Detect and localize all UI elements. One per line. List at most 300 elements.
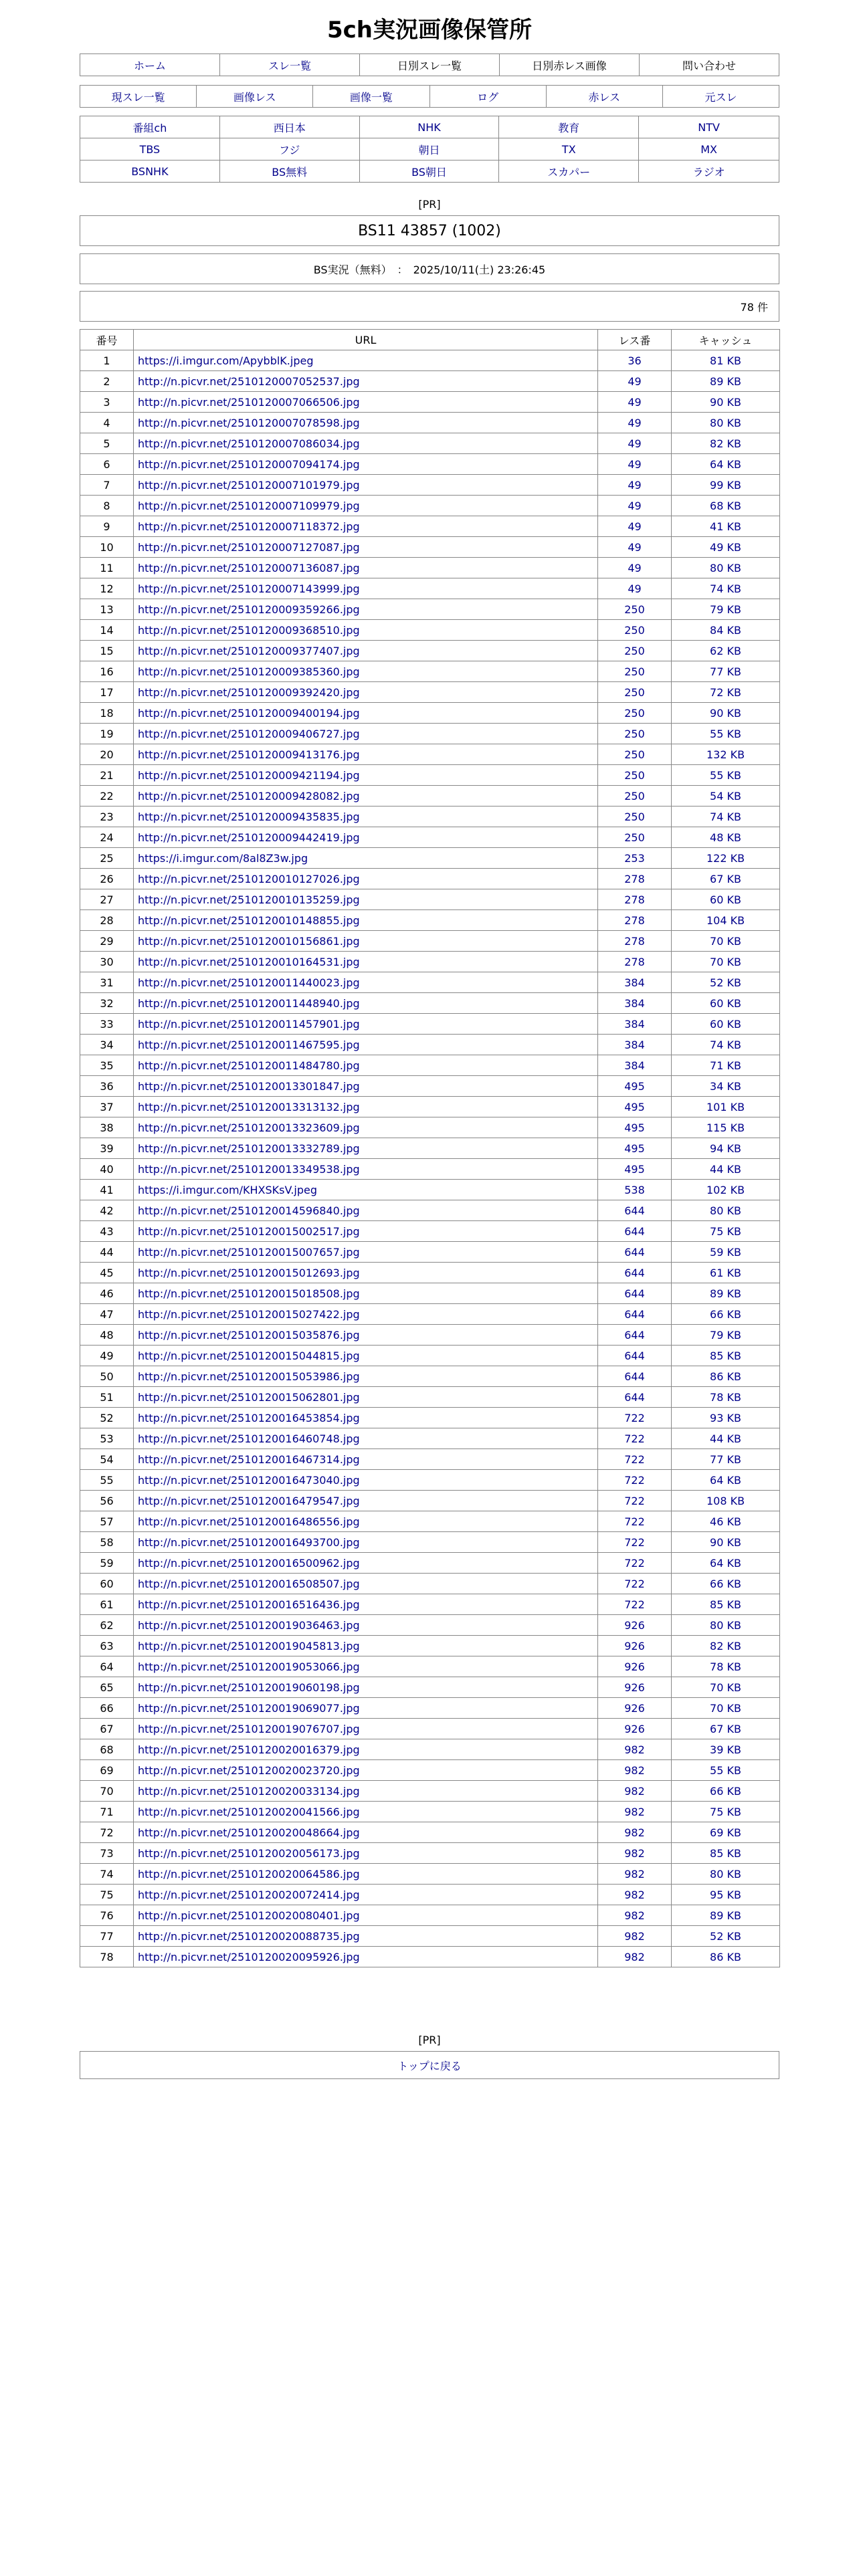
- cache-link[interactable]: 60 KB: [710, 996, 741, 1010]
- cache-link[interactable]: 44 KB: [710, 1162, 741, 1176]
- channel-link[interactable]: 西日本: [220, 116, 360, 138]
- image-url-link[interactable]: http://n.picvr.net/2510120011484780.jpg: [138, 1059, 360, 1072]
- cache-link[interactable]: 62 KB: [710, 644, 741, 657]
- cache-link[interactable]: 104 KB: [706, 914, 745, 927]
- cache-cell: [672, 952, 780, 972]
- res-number-link[interactable]: 49: [628, 499, 642, 512]
- image-url-link[interactable]: http://n.picvr.net/2510120020095926.jpg: [138, 1950, 360, 1963]
- cache-link[interactable]: 66 KB: [710, 1307, 741, 1321]
- image-url-link[interactable]: http://n.picvr.net/2510120016479547.jpg: [138, 1494, 360, 1507]
- image-url-link[interactable]: http://n.picvr.net/2510120016493700.jpg: [138, 1535, 360, 1549]
- row-number: 69: [80, 1760, 134, 1781]
- res-number-link[interactable]: 278: [624, 893, 645, 906]
- image-url-link[interactable]: http://n.picvr.net/2510120009442419.jpg: [138, 831, 360, 844]
- cache-link[interactable]: 67 KB: [710, 872, 741, 885]
- cache-link[interactable]: 90 KB: [710, 1535, 741, 1549]
- res-number-link[interactable]: 49: [628, 416, 642, 429]
- channel-link[interactable]: TBS: [80, 138, 220, 160]
- image-url-link[interactable]: http://n.picvr.net/2510120020072414.jpg: [138, 1888, 360, 1901]
- cache-link[interactable]: 74 KB: [710, 582, 741, 595]
- cache-cell: [672, 703, 780, 724]
- cache-cell: [672, 1449, 780, 1470]
- res-number-link[interactable]: 982: [624, 1888, 645, 1901]
- image-url-link[interactable]: http://n.picvr.net/2510120015002517.jpg: [138, 1224, 360, 1238]
- cache-link[interactable]: 90 KB: [710, 706, 741, 720]
- cache-cell: [672, 869, 780, 889]
- res-number-link[interactable]: 644: [624, 1287, 645, 1300]
- res-number-link[interactable]: 982: [624, 1909, 645, 1922]
- image-url-link[interactable]: http://n.picvr.net/2510120020033134.jpg: [138, 1784, 360, 1798]
- cache-cell: [672, 1656, 780, 1677]
- image-url-link[interactable]: http://n.picvr.net/2510120007086034.jpg: [138, 437, 360, 450]
- res-number-link[interactable]: 982: [624, 1763, 645, 1777]
- res-number-link[interactable]: 250: [624, 768, 645, 782]
- res-cell: [598, 558, 672, 578]
- cache-link[interactable]: 60 KB: [710, 1017, 741, 1031]
- back-to-top-link[interactable]: トップに戻る: [80, 2051, 779, 2079]
- res-number-link[interactable]: 250: [624, 603, 645, 616]
- channel-link[interactable]: 教育: [499, 116, 639, 138]
- image-url-link[interactable]: http://n.picvr.net/2510120007052537.jpg: [138, 374, 360, 388]
- cache-link[interactable]: 64 KB: [710, 457, 741, 471]
- cache-link[interactable]: 80 KB: [710, 1204, 741, 1217]
- image-url-link[interactable]: http://n.picvr.net/2510120019069077.jpg: [138, 1701, 360, 1715]
- cache-link[interactable]: 85 KB: [710, 1349, 741, 1362]
- cache-link[interactable]: 79 KB: [710, 1328, 741, 1341]
- channel-link[interactable]: MX: [639, 138, 779, 160]
- cache-link[interactable]: 70 KB: [710, 1701, 741, 1715]
- row-number: 35: [80, 1055, 134, 1076]
- cache-link[interactable]: 64 KB: [710, 1473, 741, 1487]
- res-number-link[interactable]: 495: [624, 1162, 645, 1176]
- cache-link[interactable]: 95 KB: [710, 1888, 741, 1901]
- cache-link[interactable]: 85 KB: [710, 1846, 741, 1860]
- image-url-link[interactable]: http://n.picvr.net/2510120007118372.jpg: [138, 520, 360, 533]
- image-url-link[interactable]: http://n.picvr.net/2510120009428082.jpg: [138, 789, 360, 802]
- cache-link[interactable]: 132 KB: [706, 748, 745, 761]
- res-number-link[interactable]: 926: [624, 1618, 645, 1632]
- res-number-link[interactable]: 49: [628, 582, 642, 595]
- image-url-link[interactable]: http://n.picvr.net/2510120019045813.jpg: [138, 1639, 360, 1652]
- cache-link[interactable]: 68 KB: [710, 499, 741, 512]
- channel-link[interactable]: NHK: [360, 116, 500, 138]
- res-number-link[interactable]: 644: [624, 1370, 645, 1383]
- image-url-link[interactable]: http://n.picvr.net/2510120016473040.jpg: [138, 1473, 360, 1487]
- res-number-link[interactable]: 384: [624, 1059, 645, 1072]
- channel-link[interactable]: BS朝日: [360, 160, 500, 182]
- res-number-link[interactable]: 644: [624, 1390, 645, 1404]
- res-number-link[interactable]: 250: [624, 789, 645, 802]
- table-row: [80, 1428, 780, 1449]
- cache-cell: [672, 661, 780, 682]
- cache-link[interactable]: 69 KB: [710, 1826, 741, 1839]
- res-number-link[interactable]: 250: [624, 706, 645, 720]
- nav-log[interactable]: ログ: [430, 86, 547, 107]
- res-number-link[interactable]: 722: [624, 1598, 645, 1611]
- row-number: 47: [80, 1304, 134, 1325]
- cache-link[interactable]: 55 KB: [710, 727, 741, 740]
- image-url-link[interactable]: http://n.picvr.net/2510120007109979.jpg: [138, 499, 360, 512]
- res-number-link[interactable]: 926: [624, 1722, 645, 1735]
- res-number-link[interactable]: 278: [624, 914, 645, 927]
- image-url-link[interactable]: http://n.picvr.net/2510120009413176.jpg: [138, 748, 360, 761]
- url-cell: [134, 558, 598, 578]
- res-number-link[interactable]: 384: [624, 1017, 645, 1031]
- image-url-link[interactable]: http://n.picvr.net/2510120009368510.jpg: [138, 623, 360, 637]
- nav-red-res[interactable]: 赤レス: [547, 86, 663, 107]
- res-number-link[interactable]: 253: [624, 851, 645, 865]
- image-url-link[interactable]: http://n.picvr.net/2510120016453854.jpg: [138, 1411, 360, 1424]
- image-url-link[interactable]: http://n.picvr.net/2510120007078598.jpg: [138, 416, 360, 429]
- res-number-link[interactable]: 982: [624, 1743, 645, 1756]
- res-number-link[interactable]: 384: [624, 996, 645, 1010]
- res-number-link[interactable]: 722: [624, 1577, 645, 1590]
- image-url-link[interactable]: http://n.picvr.net/2510120009421194.jpg: [138, 768, 360, 782]
- res-number-link[interactable]: 49: [628, 478, 642, 492]
- image-url-link[interactable]: http://n.picvr.net/2510120020056173.jpg: [138, 1846, 360, 1860]
- nav-thread-list[interactable]: スレ一覧: [220, 54, 360, 76]
- image-url-link[interactable]: http://n.picvr.net/2510120015053986.jpg: [138, 1370, 360, 1383]
- cache-link[interactable]: 78 KB: [710, 1390, 741, 1404]
- cache-cell: [672, 1843, 780, 1864]
- image-url-link[interactable]: http://n.picvr.net/2510120007094174.jpg: [138, 457, 360, 471]
- cache-link[interactable]: 66 KB: [710, 1784, 741, 1798]
- image-url-link[interactable]: http://n.picvr.net/2510120010127026.jpg: [138, 872, 360, 885]
- image-url-link[interactable]: http://n.picvr.net/2510120020023720.jpg: [138, 1763, 360, 1777]
- cache-link[interactable]: 84 KB: [710, 623, 741, 637]
- url-cell: [134, 827, 598, 848]
- cache-link[interactable]: 122 KB: [706, 851, 745, 865]
- image-url-link[interactable]: http://n.picvr.net/2510120007066506.jpg: [138, 395, 360, 409]
- image-url-link[interactable]: http://n.picvr.net/2510120009435835.jpg: [138, 810, 360, 823]
- res-number-link[interactable]: 278: [624, 872, 645, 885]
- image-url-link[interactable]: http://n.picvr.net/2510120016467314.jpg: [138, 1453, 360, 1466]
- image-url-link[interactable]: http://n.picvr.net/2510120011467595.jpg: [138, 1038, 360, 1051]
- res-number-link[interactable]: 49: [628, 457, 642, 471]
- res-number-link[interactable]: 722: [624, 1515, 645, 1528]
- cache-link[interactable]: 80 KB: [710, 1867, 741, 1881]
- res-number-link[interactable]: 982: [624, 1929, 645, 1943]
- image-url-link[interactable]: http://n.picvr.net/2510120015018508.jpg: [138, 1287, 360, 1300]
- cache-link[interactable]: 52 KB: [710, 976, 741, 989]
- res-number-link[interactable]: 250: [624, 644, 645, 657]
- res-number-link[interactable]: 926: [624, 1660, 645, 1673]
- cache-link[interactable]: 64 KB: [710, 1556, 741, 1570]
- cache-link[interactable]: 34 KB: [710, 1079, 741, 1093]
- image-url-link[interactable]: https://i.imgur.com/KHXSKsV.jpeg: [138, 1183, 318, 1196]
- res-number-link[interactable]: 722: [624, 1535, 645, 1549]
- image-url-link[interactable]: http://n.picvr.net/2510120009406727.jpg: [138, 727, 360, 740]
- cache-link[interactable]: 70 KB: [710, 1681, 741, 1694]
- image-url-link[interactable]: http://n.picvr.net/2510120013323609.jpg: [138, 1121, 360, 1134]
- cache-link[interactable]: 54 KB: [710, 789, 741, 802]
- cache-link[interactable]: 89 KB: [710, 374, 741, 388]
- image-url-link[interactable]: http://n.picvr.net/2510120009359266.jpg: [138, 603, 360, 616]
- cache-link[interactable]: 102 KB: [706, 1183, 745, 1196]
- channel-link[interactable]: 朝日: [360, 138, 500, 160]
- image-url-link[interactable]: http://n.picvr.net/2510120013313132.jpg: [138, 1100, 360, 1113]
- res-number-link[interactable]: 49: [628, 561, 642, 574]
- cache-link[interactable]: 77 KB: [710, 665, 741, 678]
- image-url-link[interactable]: http://n.picvr.net/2510120009385360.jpg: [138, 665, 360, 678]
- url-cell: [134, 475, 598, 496]
- cache-link[interactable]: 82 KB: [710, 437, 741, 450]
- res-number-link[interactable]: 644: [624, 1266, 645, 1279]
- channel-link[interactable]: 番組ch: [80, 116, 220, 138]
- res-number-link[interactable]: 250: [624, 748, 645, 761]
- cache-link[interactable]: 61 KB: [710, 1266, 741, 1279]
- res-cell: [598, 1781, 672, 1802]
- nav-contact[interactable]: 問い合わせ: [682, 59, 736, 72]
- res-cell: [598, 1304, 672, 1325]
- row-number: 31: [80, 972, 134, 993]
- res-number-link[interactable]: 982: [624, 1846, 645, 1860]
- res-number-link[interactable]: 722: [624, 1411, 645, 1424]
- nav-current-threads[interactable]: 現スレ一覧: [80, 86, 197, 107]
- res-number-link[interactable]: 982: [624, 1867, 645, 1881]
- cache-link[interactable]: 81 KB: [710, 354, 741, 367]
- channel-link[interactable]: ラジオ: [692, 165, 725, 179]
- cache-link[interactable]: 46 KB: [710, 1515, 741, 1528]
- image-url-link[interactable]: http://n.picvr.net/2510120020064586.jpg: [138, 1867, 360, 1881]
- table-row: [80, 1242, 780, 1263]
- cache-cell: [672, 1159, 780, 1180]
- image-url-link[interactable]: http://n.picvr.net/2510120010156861.jpg: [138, 934, 360, 948]
- cache-link[interactable]: 74 KB: [710, 1038, 741, 1051]
- res-number-link[interactable]: 644: [624, 1328, 645, 1341]
- res-cell: [598, 1594, 672, 1615]
- res-number-link[interactable]: 250: [624, 810, 645, 823]
- res-cell: [598, 350, 672, 371]
- image-url-link[interactable]: http://n.picvr.net/2510120010135259.jpg: [138, 893, 360, 906]
- res-number-link[interactable]: 49: [628, 520, 642, 533]
- cache-link[interactable]: 72 KB: [710, 685, 741, 699]
- res-number-link[interactable]: 495: [624, 1079, 645, 1093]
- res-number-link[interactable]: 36: [628, 354, 642, 367]
- res-number-link[interactable]: 644: [624, 1245, 645, 1259]
- image-url-link[interactable]: http://n.picvr.net/2510120020041566.jpg: [138, 1805, 360, 1818]
- res-cell: [598, 1843, 672, 1864]
- res-number-link[interactable]: 982: [624, 1826, 645, 1839]
- cache-link[interactable]: 48 KB: [710, 831, 741, 844]
- res-cell: [598, 1428, 672, 1449]
- cache-link[interactable]: 60 KB: [710, 893, 741, 906]
- cache-link[interactable]: 79 KB: [710, 603, 741, 616]
- res-number-link[interactable]: 49: [628, 437, 642, 450]
- channel-link[interactable]: BS無料: [220, 160, 360, 182]
- image-url-link[interactable]: http://n.picvr.net/2510120015044815.jpg: [138, 1349, 360, 1362]
- image-url-link[interactable]: http://n.picvr.net/2510120016500962.jpg: [138, 1556, 360, 1570]
- cache-link[interactable]: 99 KB: [710, 478, 741, 492]
- res-number-link[interactable]: 278: [624, 955, 645, 968]
- image-url-link[interactable]: http://n.picvr.net/2510120011440023.jpg: [138, 976, 360, 989]
- channel-link[interactable]: スカパー: [499, 160, 639, 182]
- image-url-link[interactable]: http://n.picvr.net/2510120019076707.jpg: [138, 1722, 360, 1735]
- res-number-link[interactable]: 250: [624, 727, 645, 740]
- cache-link[interactable]: 74 KB: [710, 810, 741, 823]
- cache-cell: [672, 993, 780, 1014]
- image-url-link[interactable]: http://n.picvr.net/2510120007101979.jpg: [138, 478, 360, 492]
- image-url-link[interactable]: http://n.picvr.net/2510120013349538.jpg: [138, 1162, 360, 1176]
- res-number-link[interactable]: 722: [624, 1556, 645, 1570]
- image-url-link[interactable]: http://n.picvr.net/2510120009400194.jpg: [138, 706, 360, 720]
- res-number-link[interactable]: 926: [624, 1639, 645, 1652]
- image-url-link[interactable]: http://n.picvr.net/2510120015062801.jpg: [138, 1390, 360, 1404]
- image-url-link[interactable]: http://n.picvr.net/2510120010148855.jpg: [138, 914, 360, 927]
- image-url-link[interactable]: http://n.picvr.net/2510120013332789.jpg: [138, 1142, 360, 1155]
- image-url-link[interactable]: http://n.picvr.net/2510120010164531.jpg: [138, 955, 360, 968]
- image-url-link[interactable]: https://i.imgur.com/8al8Z3w.jpg: [138, 851, 308, 865]
- url-cell: [134, 869, 598, 889]
- res-number-link[interactable]: 722: [624, 1473, 645, 1487]
- image-url-link[interactable]: http://n.picvr.net/2510120013301847.jpg: [138, 1079, 360, 1093]
- res-number-link[interactable]: 982: [624, 1805, 645, 1818]
- image-url-link[interactable]: http://n.picvr.net/2510120007136087.jpg: [138, 561, 360, 574]
- res-number-link[interactable]: 49: [628, 395, 642, 409]
- cache-link[interactable]: 86 KB: [710, 1370, 741, 1383]
- cache-link[interactable]: 67 KB: [710, 1722, 741, 1735]
- image-url-link[interactable]: http://n.picvr.net/2510120016516436.jpg: [138, 1598, 360, 1611]
- image-url-link[interactable]: http://n.picvr.net/2510120015012693.jpg: [138, 1266, 360, 1279]
- table-row: [80, 1864, 780, 1885]
- channel-link[interactable]: NTV: [639, 116, 779, 138]
- res-number-link[interactable]: 250: [624, 623, 645, 637]
- cache-link[interactable]: 75 KB: [710, 1805, 741, 1818]
- image-url-link[interactable]: http://n.picvr.net/2510120015035876.jpg: [138, 1328, 360, 1341]
- cache-link[interactable]: 89 KB: [710, 1909, 741, 1922]
- image-url-link[interactable]: http://n.picvr.net/2510120020016379.jpg: [138, 1743, 360, 1756]
- cache-link[interactable]: 39 KB: [710, 1743, 741, 1756]
- cache-link[interactable]: 93 KB: [710, 1411, 741, 1424]
- cache-link[interactable]: 59 KB: [710, 1245, 741, 1259]
- res-number-link[interactable]: 982: [624, 1950, 645, 1963]
- res-number-link[interactable]: 722: [624, 1494, 645, 1507]
- cache-link[interactable]: 41 KB: [710, 520, 741, 533]
- row-number: 13: [80, 599, 134, 620]
- cache-link[interactable]: 94 KB: [710, 1142, 741, 1155]
- res-number-link[interactable]: 49: [628, 374, 642, 388]
- cache-link[interactable]: 55 KB: [710, 768, 741, 782]
- image-url-link[interactable]: https://i.imgur.com/ApybblK.jpeg: [138, 354, 314, 367]
- image-url-link[interactable]: http://n.picvr.net/2510120019060198.jpg: [138, 1681, 360, 1694]
- res-number-link[interactable]: 926: [624, 1701, 645, 1715]
- image-url-link[interactable]: http://n.picvr.net/2510120014596840.jpg: [138, 1204, 360, 1217]
- res-number-link[interactable]: 384: [624, 976, 645, 989]
- res-number-link[interactable]: 982: [624, 1784, 645, 1798]
- cache-link[interactable]: 70 KB: [710, 955, 741, 968]
- res-number-link[interactable]: 384: [624, 1038, 645, 1051]
- res-number-link[interactable]: 722: [624, 1432, 645, 1445]
- nav-image-res[interactable]: 画像レス: [197, 86, 313, 107]
- nav-image-list[interactable]: 画像一覧: [313, 86, 430, 107]
- cache-link[interactable]: 52 KB: [710, 1929, 741, 1943]
- image-url-link[interactable]: http://n.picvr.net/2510120020080401.jpg: [138, 1909, 360, 1922]
- image-url-link[interactable]: http://n.picvr.net/2510120009392420.jpg: [138, 685, 360, 699]
- col-header-number: 番号: [80, 330, 134, 350]
- table-row: [80, 1677, 780, 1698]
- url-cell: [134, 1159, 598, 1180]
- res-number-link[interactable]: 49: [628, 540, 642, 554]
- res-number-link[interactable]: 722: [624, 1453, 645, 1466]
- res-number-link[interactable]: 495: [624, 1142, 645, 1155]
- cache-link[interactable]: 80 KB: [710, 561, 741, 574]
- cache-link[interactable]: 55 KB: [710, 1763, 741, 1777]
- row-number: 63: [80, 1636, 134, 1656]
- cache-cell: [672, 537, 780, 558]
- image-url-link[interactable]: http://n.picvr.net/2510120011457901.jpg: [138, 1017, 360, 1031]
- cache-link[interactable]: 70 KB: [710, 934, 741, 948]
- nav-daily-thread-list[interactable]: 日別スレ一覧: [360, 54, 500, 76]
- channel-link[interactable]: BSNHK: [80, 160, 220, 182]
- cache-link[interactable]: 71 KB: [710, 1059, 741, 1072]
- res-number-link[interactable]: 250: [624, 685, 645, 699]
- cache-link[interactable]: 66 KB: [710, 1577, 741, 1590]
- cache-link[interactable]: 82 KB: [710, 1639, 741, 1652]
- nav-home[interactable]: ホーム: [80, 54, 220, 76]
- cache-link[interactable]: 89 KB: [710, 1287, 741, 1300]
- image-url-link[interactable]: http://n.picvr.net/2510120007127087.jpg: [138, 540, 360, 554]
- res-number-link[interactable]: 250: [624, 665, 645, 678]
- image-url-link[interactable]: http://n.picvr.net/2510120016460748.jpg: [138, 1432, 360, 1445]
- res-number-link[interactable]: 644: [624, 1224, 645, 1238]
- image-url-link[interactable]: http://n.picvr.net/2510120016508507.jpg: [138, 1577, 360, 1590]
- cache-link[interactable]: 108 KB: [706, 1494, 745, 1507]
- image-url-link[interactable]: http://n.picvr.net/2510120019036463.jpg: [138, 1618, 360, 1632]
- res-number-link[interactable]: 250: [624, 831, 645, 844]
- row-number: 64: [80, 1656, 134, 1677]
- cache-link[interactable]: 101 KB: [706, 1100, 745, 1113]
- cache-link[interactable]: 49 KB: [710, 540, 741, 554]
- cache-link[interactable]: 77 KB: [710, 1453, 741, 1466]
- res-number-link[interactable]: 644: [624, 1307, 645, 1321]
- res-number-link[interactable]: 538: [624, 1183, 645, 1196]
- res-number-link[interactable]: 278: [624, 934, 645, 948]
- image-url-link[interactable]: http://n.picvr.net/2510120011448940.jpg: [138, 996, 360, 1010]
- row-number: 39: [80, 1138, 134, 1159]
- image-url-link[interactable]: http://n.picvr.net/2510120007143999.jpg: [138, 582, 360, 595]
- res-number-link[interactable]: 644: [624, 1204, 645, 1217]
- nav-daily-red-images[interactable]: 日別赤レス画像: [500, 54, 640, 76]
- res-number-link[interactable]: 926: [624, 1681, 645, 1694]
- image-url-link[interactable]: http://n.picvr.net/2510120009377407.jpg: [138, 644, 360, 657]
- cache-link[interactable]: 86 KB: [710, 1950, 741, 1963]
- res-number-link[interactable]: 495: [624, 1100, 645, 1113]
- cache-link[interactable]: 115 KB: [706, 1121, 745, 1134]
- channel-link[interactable]: TX: [499, 138, 639, 160]
- cache-link[interactable]: 90 KB: [710, 395, 741, 409]
- channel-link[interactable]: フジ: [220, 138, 360, 160]
- image-url-link[interactable]: http://n.picvr.net/2510120019053066.jpg: [138, 1660, 360, 1673]
- res-number-link[interactable]: 495: [624, 1121, 645, 1134]
- image-url-link[interactable]: http://n.picvr.net/2510120020048664.jpg: [138, 1826, 360, 1839]
- cache-link[interactable]: 44 KB: [710, 1432, 741, 1445]
- cache-link[interactable]: 80 KB: [710, 416, 741, 429]
- cache-link[interactable]: 85 KB: [710, 1598, 741, 1611]
- url-cell: [134, 578, 598, 599]
- image-url-link[interactable]: http://n.picvr.net/2510120020088735.jpg: [138, 1929, 360, 1943]
- res-number-link[interactable]: 644: [624, 1349, 645, 1362]
- res-cell: [598, 1656, 672, 1677]
- image-url-link[interactable]: http://n.picvr.net/2510120015007657.jpg: [138, 1245, 360, 1259]
- image-url-link[interactable]: http://n.picvr.net/2510120016486556.jpg: [138, 1515, 360, 1528]
- nav-original-thread[interactable]: 元スレ: [704, 90, 737, 104]
- cache-link[interactable]: 78 KB: [710, 1660, 741, 1673]
- image-url-link[interactable]: http://n.picvr.net/2510120015027422.jpg: [138, 1307, 360, 1321]
- res-cell: [598, 1739, 672, 1760]
- cache-link[interactable]: 75 KB: [710, 1224, 741, 1238]
- cache-link[interactable]: 80 KB: [710, 1618, 741, 1632]
- table-row: [80, 889, 780, 910]
